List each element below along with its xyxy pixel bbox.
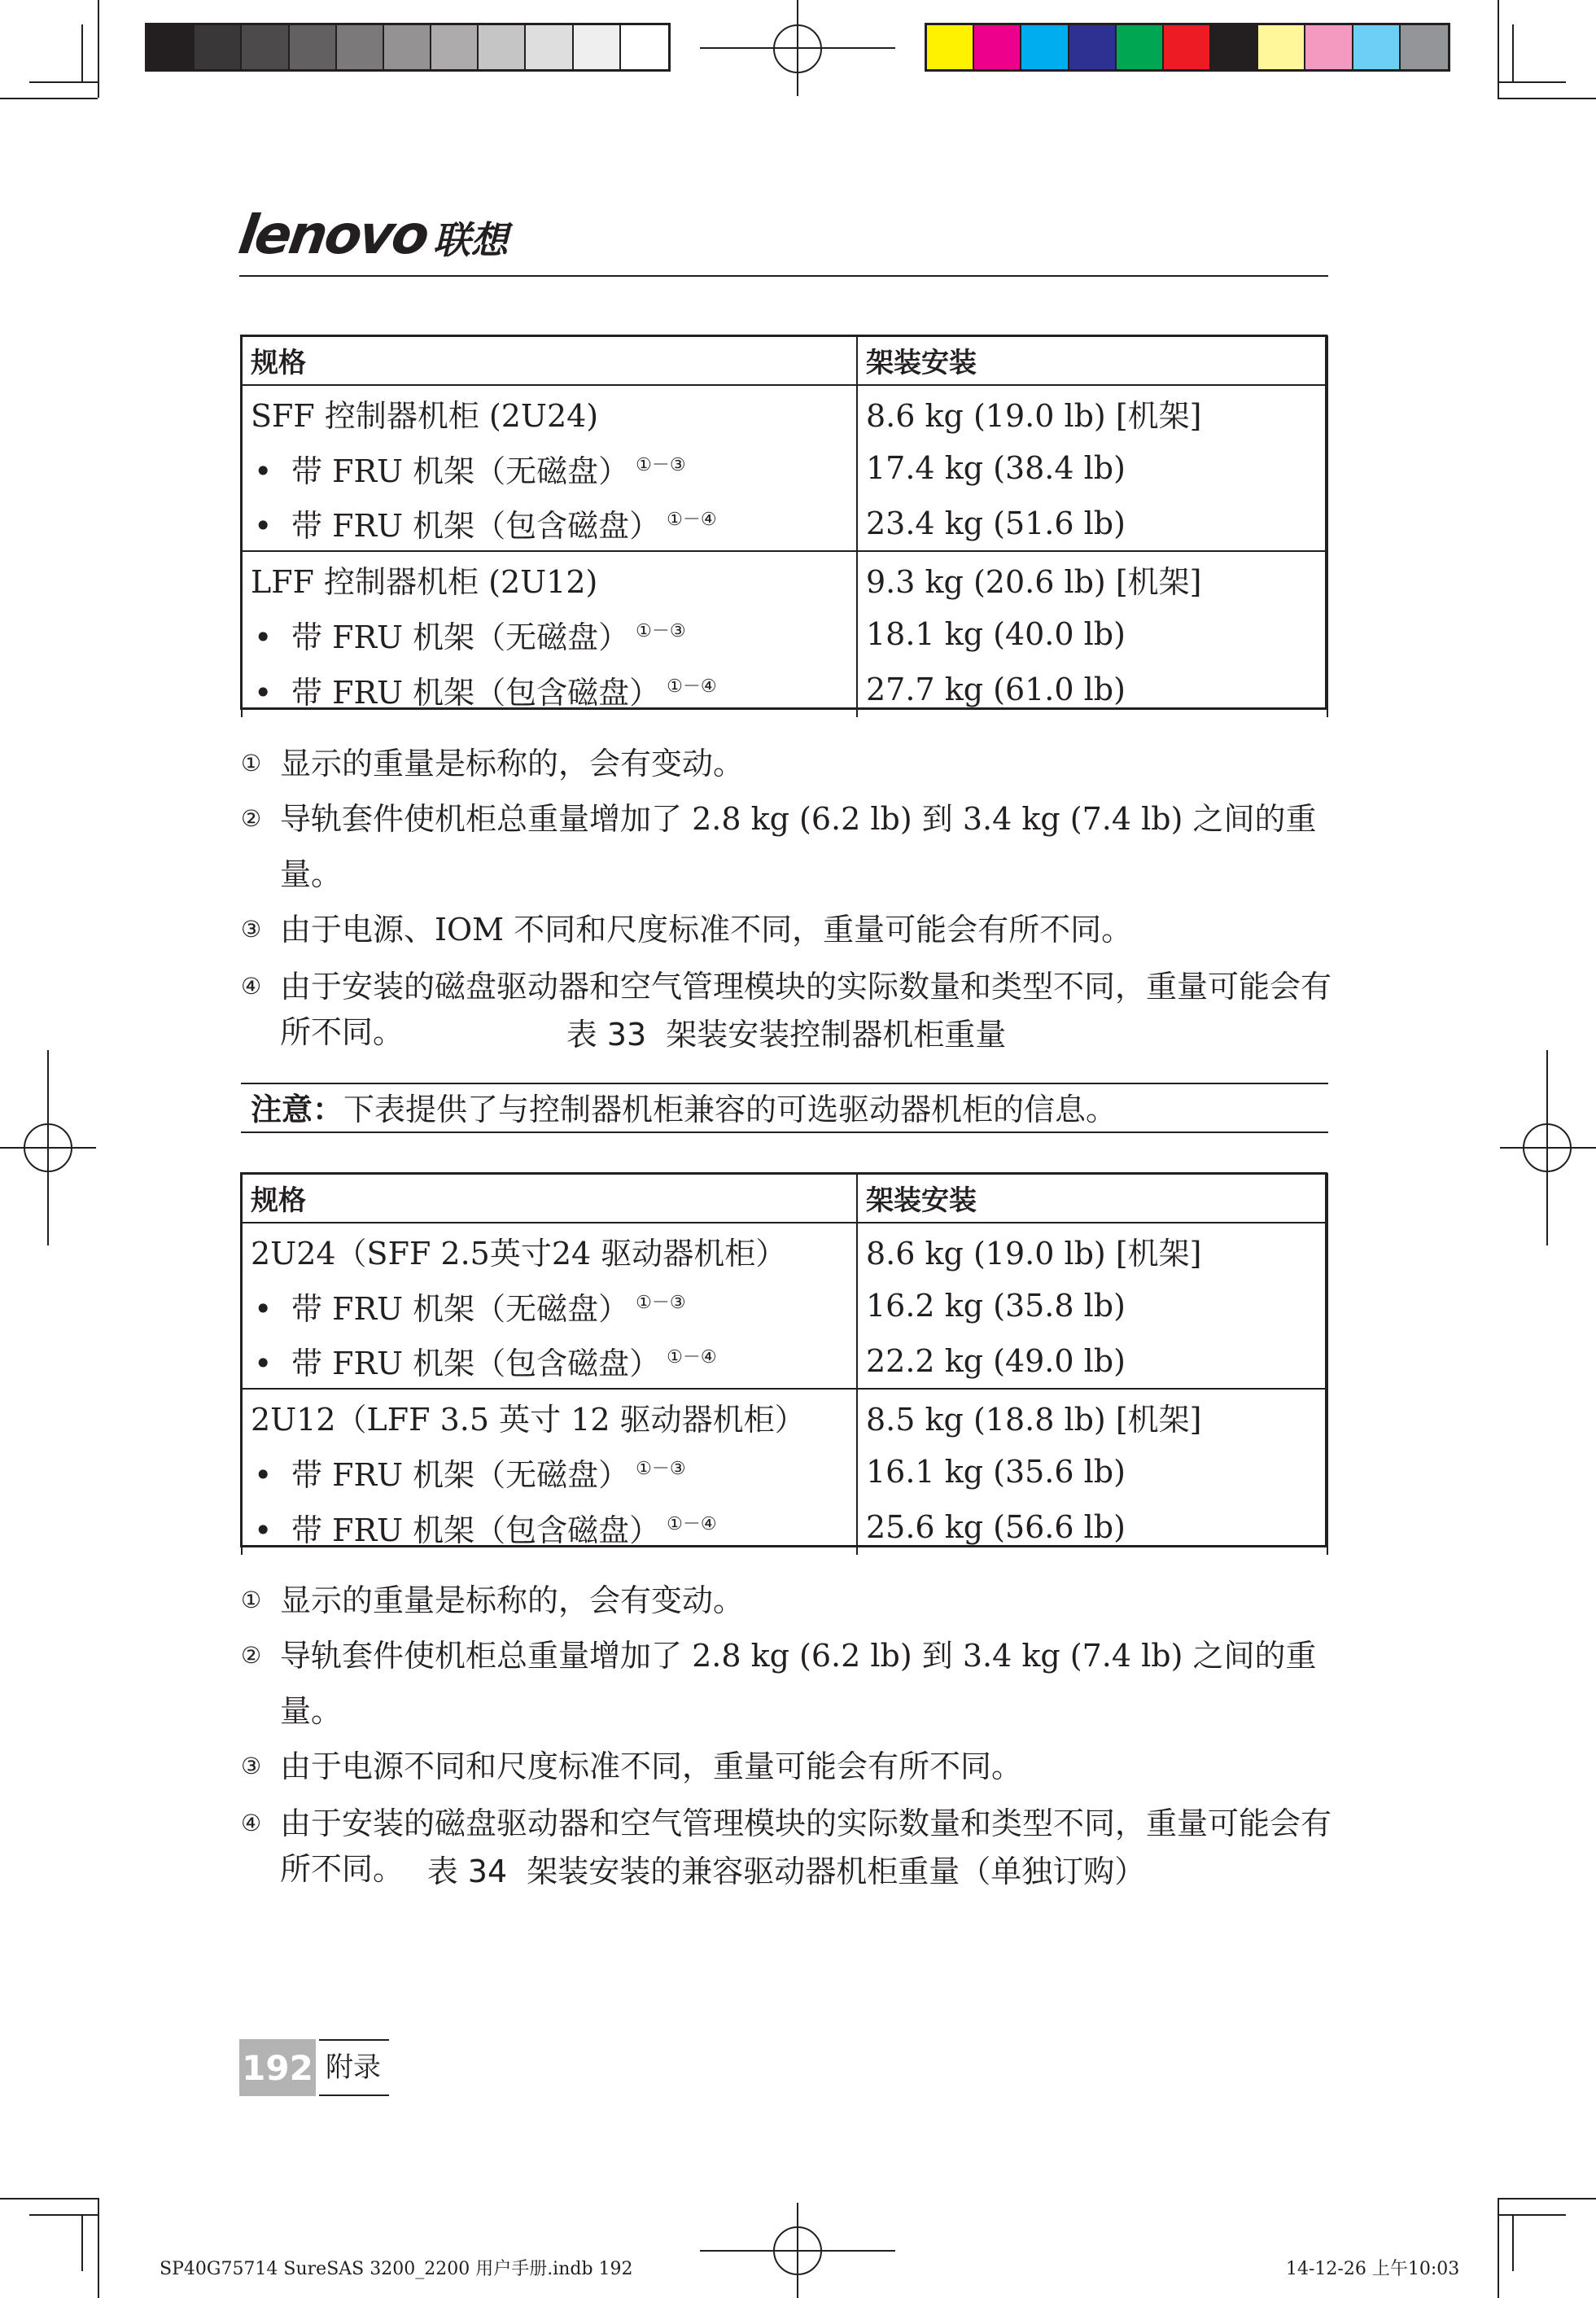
bleed-mark xyxy=(29,2214,98,2216)
bullet-icon: • xyxy=(254,1456,273,1493)
caption-label: 表 33 xyxy=(566,1017,647,1053)
item-label: 带 FRU 机架（包含磁盘） xyxy=(291,508,661,544)
crop-mark xyxy=(98,0,99,98)
footnote xyxy=(241,1739,1331,1794)
footnote-text: 导轨套件使机柜总重量增加了 2.8 kg (6.2 lb) 到 3.4 kg (7.4 lb) 之间的重量。 xyxy=(280,1638,1317,1729)
table-row xyxy=(242,1333,1327,1389)
footnote-ref: ①－③ xyxy=(636,454,686,475)
table-33-caption xyxy=(241,1009,1331,1054)
attention-label: 注意： xyxy=(251,1092,344,1127)
table-row xyxy=(242,440,1327,496)
crop-mark xyxy=(0,98,98,99)
item-cell xyxy=(242,1499,857,1555)
footnote xyxy=(241,902,1331,957)
weight-cell: 22.2 kg (49.0 lb) xyxy=(857,1333,1327,1389)
item-cell xyxy=(242,662,857,717)
weight-cell: 16.1 kg (35.6 lb) xyxy=(857,1444,1327,1499)
bullet-icon: • xyxy=(254,453,273,489)
item-cell xyxy=(242,1444,857,1499)
footnote-number: ① xyxy=(241,750,262,777)
bleed-mark xyxy=(81,24,83,81)
bullet-icon: • xyxy=(254,619,273,655)
item-cell xyxy=(242,1333,857,1389)
item-cell xyxy=(242,1278,857,1333)
weight-cell: 8.6 kg (19.0 lb) [机架] xyxy=(857,1223,1327,1278)
footnote-ref: ①－④ xyxy=(667,1513,717,1534)
footnote-ref: ①－④ xyxy=(667,510,717,530)
color-swatch xyxy=(1401,25,1448,69)
section-name: 附录 xyxy=(319,2039,389,2096)
caption-text: 架装安装控制器机柜重量 xyxy=(666,1017,1007,1053)
item-cell xyxy=(242,496,857,551)
table-row xyxy=(242,662,1327,717)
color-swatch xyxy=(242,25,289,69)
crop-mark xyxy=(1498,2198,1596,2200)
color-swatch xyxy=(927,25,974,69)
footnote xyxy=(241,791,1331,902)
weight-cell: 23.4 kg (51.6 lb) xyxy=(857,496,1327,551)
attention-note xyxy=(241,1083,1328,1133)
weight-cell: 8.5 kg (18.8 lb) [机架] xyxy=(857,1389,1327,1444)
weight-cell: 27.7 kg (61.0 lb) xyxy=(857,662,1327,717)
col-header-spec: 规格 xyxy=(242,1173,857,1223)
color-swatch xyxy=(1305,25,1353,69)
item-label: 带 FRU 机架（包含磁盘） xyxy=(291,674,661,711)
footnote-text: 由于电源、IOM 不同和尺度标准不同，重量可能会有所不同。 xyxy=(280,912,1133,948)
table-row xyxy=(242,1499,1327,1555)
footnote-number: ② xyxy=(241,1642,262,1669)
item-cell xyxy=(242,440,857,496)
bullet-icon: • xyxy=(254,674,273,711)
footnote-text: 显示的重量是标称的，会有变动。 xyxy=(280,1582,745,1618)
crop-mark xyxy=(1498,98,1596,99)
color-swatch xyxy=(974,25,1021,69)
bleed-mark xyxy=(29,81,98,83)
page-number: 192 xyxy=(239,2039,316,2096)
item-label: 带 FRU 机架（无磁盘） xyxy=(291,1290,630,1327)
slug-timestamp: 14-12-26 上午10:03 xyxy=(1286,2259,1460,2279)
header-rule xyxy=(239,275,1328,277)
table-34-caption xyxy=(241,1846,1331,1891)
color-swatch xyxy=(479,25,526,69)
footnote-text: 由于电源不同和尺度标准不同，重量可能会有所不同。 xyxy=(280,1749,1023,1784)
bleed-mark xyxy=(1498,81,1566,83)
item-label: 带 FRU 机架（包含磁盘） xyxy=(291,1512,661,1548)
table-header-row xyxy=(242,335,1327,385)
color-swatch xyxy=(195,25,242,69)
item-cell xyxy=(242,606,857,662)
footnote xyxy=(241,1628,1331,1739)
weight-cell: 25.6 kg (56.6 lb) xyxy=(857,1499,1327,1555)
color-swatch xyxy=(621,25,668,69)
color-swatch xyxy=(147,25,195,69)
footnote-number: ④ xyxy=(241,973,262,1000)
attention-text: 下表提供了与控制器机柜兼容的可选驱动器机柜的信息。 xyxy=(343,1092,1117,1127)
grayscale-bar xyxy=(145,23,671,72)
color-swatch xyxy=(1164,25,1211,69)
logo-wordmark: lenovo xyxy=(234,204,431,266)
weight-cell: 9.3 kg (20.6 lb) [机架] xyxy=(857,551,1327,606)
caption-text: 架装安装的兼容驱动器机柜重量（单独订购） xyxy=(527,1854,1146,1889)
bleed-mark xyxy=(1498,2214,1566,2216)
table-row xyxy=(242,1278,1327,1333)
footnote xyxy=(241,1573,1331,1628)
weight-cell: 17.4 kg (38.4 lb) xyxy=(857,440,1327,496)
table-34 xyxy=(241,1173,1328,1555)
footnote-ref: ①－④ xyxy=(667,676,717,697)
slug-file-info: SP40G75714 SureSAS 3200_2200 用户手册.indb 192 xyxy=(160,2259,633,2279)
group-title: 2U24（SFF 2.5英寸24 驱动器机柜） xyxy=(242,1223,857,1278)
bleed-mark xyxy=(1512,24,1514,81)
table-header-row xyxy=(242,1173,1327,1223)
crop-mark xyxy=(98,2198,99,2298)
table-row xyxy=(242,551,1327,606)
group-title: SFF 控制器机柜 (2U24) xyxy=(242,385,857,440)
item-label: 带 FRU 机架（包含磁盘） xyxy=(291,1346,661,1381)
crop-mark xyxy=(1498,0,1499,98)
color-swatch xyxy=(1353,25,1401,69)
bullet-icon: • xyxy=(254,1290,273,1327)
bullet-icon: • xyxy=(254,1512,273,1548)
footnote-ref: ①－③ xyxy=(636,620,686,641)
color-swatch xyxy=(290,25,337,69)
col-header-spec: 规格 xyxy=(242,335,857,385)
color-swatch xyxy=(1069,25,1117,69)
color-swatch xyxy=(1211,25,1258,69)
footnote-text: 显示的重量是标称的，会有变动。 xyxy=(280,746,745,781)
table-row xyxy=(242,1444,1327,1499)
table-row xyxy=(242,385,1327,440)
color-swatch xyxy=(384,25,431,69)
col-header-rack: 架装安装 xyxy=(857,335,1327,385)
color-swatch xyxy=(1258,25,1305,69)
bleed-mark xyxy=(1512,2214,1514,2271)
footnote-number: ③ xyxy=(241,916,262,943)
footnote-ref: ①－④ xyxy=(667,1347,717,1368)
weight-cell: 8.6 kg (19.0 lb) [机架] xyxy=(857,385,1327,440)
footnote-ref: ①－③ xyxy=(636,1292,686,1313)
group-title: LFF 控制器机柜 (2U12) xyxy=(242,551,857,606)
table-row xyxy=(242,1389,1327,1444)
col-header-rack: 架装安装 xyxy=(857,1173,1327,1223)
footnote-number: ① xyxy=(241,1587,262,1613)
footnote-number: ④ xyxy=(241,1810,262,1836)
table-row xyxy=(242,1223,1327,1278)
color-swatch xyxy=(526,25,573,69)
table-row xyxy=(242,606,1327,662)
logo-chinese: 联想 xyxy=(433,218,509,262)
table-33 xyxy=(241,335,1328,717)
color-swatch xyxy=(574,25,621,69)
footnote-number: ② xyxy=(241,805,262,832)
footnote xyxy=(241,736,1331,791)
crop-mark xyxy=(1498,2198,1499,2298)
caption-label: 表 34 xyxy=(426,1854,508,1889)
color-swatch xyxy=(337,25,384,69)
crop-mark xyxy=(0,2198,98,2200)
footnote-text: 由于安装的磁盘驱动器和空气管理模块的实际数量和类型不同，重量可能会有所不同。 xyxy=(280,1806,1332,1887)
item-label: 带 FRU 机架（无磁盘） xyxy=(291,453,630,489)
footnote-ref: ①－③ xyxy=(636,1458,686,1479)
color-swatch xyxy=(1117,25,1164,69)
group-title: 2U12（LFF 3.5 英寸 12 驱动器机柜） xyxy=(242,1389,857,1444)
color-swatch xyxy=(1021,25,1069,69)
table-row xyxy=(242,496,1327,551)
bleed-mark xyxy=(81,2214,83,2271)
bullet-icon: • xyxy=(254,1346,273,1381)
item-label: 带 FRU 机架（无磁盘） xyxy=(291,1456,630,1493)
weight-cell: 16.2 kg (35.8 lb) xyxy=(857,1278,1327,1333)
bullet-icon: • xyxy=(254,508,273,544)
footnote-text: 导轨套件使机柜总重量增加了 2.8 kg (6.2 lb) 到 3.4 kg (7.4 lb) 之间的重量。 xyxy=(280,801,1317,892)
footnote-number: ③ xyxy=(241,1753,262,1779)
lenovo-logo xyxy=(234,204,509,269)
color-swatch xyxy=(431,25,479,69)
footnote-text: 由于安装的磁盘驱动器和空气管理模块的实际数量和类型不同，重量可能会有所不同。 xyxy=(280,969,1332,1050)
weight-cell: 18.1 kg (40.0 lb) xyxy=(857,606,1327,662)
item-label: 带 FRU 机架（无磁盘） xyxy=(291,619,630,655)
process-color-bar xyxy=(925,23,1450,72)
